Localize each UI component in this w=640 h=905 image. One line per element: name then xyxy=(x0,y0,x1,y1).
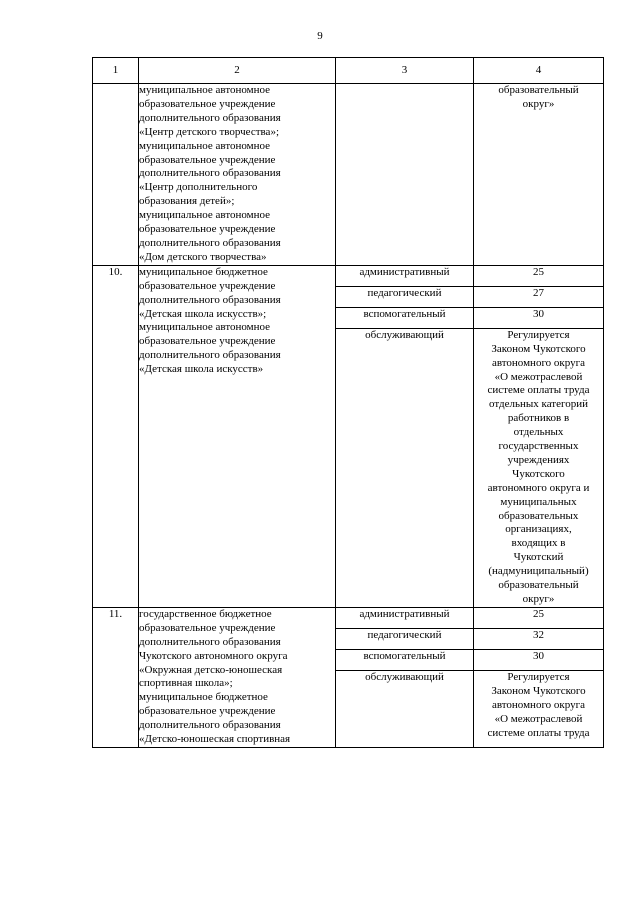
text-line: дополнительного образования xyxy=(139,111,281,124)
text-line: дополнительного образования xyxy=(139,167,281,180)
value-cell: 25 xyxy=(474,607,604,628)
text-line: муниципальное автономное xyxy=(139,84,271,96)
category-cell: обслуживающий xyxy=(336,670,474,747)
text-line: государственное бюджетное xyxy=(139,607,272,620)
page-number: 9 xyxy=(317,30,323,42)
text-line: образовательное учреждение xyxy=(139,153,276,166)
row-number-cell xyxy=(93,84,139,266)
text-line: Чукотский xyxy=(513,551,564,564)
text-line: образовательное учреждение xyxy=(139,223,276,236)
text-line: организациях, xyxy=(505,523,572,536)
text-line: муниципальное бюджетное xyxy=(139,265,268,278)
text-line: Чукотского xyxy=(512,467,565,480)
row-number-cell: 11. xyxy=(93,607,139,747)
text-line: муниципальных xyxy=(500,495,577,508)
text-line: «Детско-юношеская спортивная xyxy=(139,733,291,746)
row-number-cell: 10. xyxy=(93,265,139,607)
text-line: автономного округа xyxy=(491,356,586,369)
text-line: «Окружная детско-юношеская xyxy=(139,663,283,676)
institution-name-cell xyxy=(139,607,336,747)
value-cell: 30 xyxy=(474,307,604,328)
table-header-row xyxy=(93,58,604,84)
text-line: отдельных xyxy=(513,426,564,439)
value-cell: 25 xyxy=(474,265,604,286)
text-line: отдельных категорий xyxy=(488,398,588,411)
text-line: «О межотраслевой xyxy=(494,712,583,725)
category-cell: административный xyxy=(336,265,474,286)
text-line: «О межотраслевой xyxy=(494,370,583,383)
text-line: Чукотского автономного округа xyxy=(139,649,288,662)
text-line: округ» xyxy=(522,97,555,110)
institution-name-cell xyxy=(139,265,336,607)
text-line: Законом Чукотского xyxy=(491,684,586,697)
text-line: образовательный xyxy=(498,84,579,96)
text-line: образовательное учреждение xyxy=(139,621,276,634)
text-line: Законом Чукотского xyxy=(491,342,586,355)
text-line: (надмуниципальный) xyxy=(488,565,589,578)
value-cell: 32 xyxy=(474,628,604,649)
text-line: входящих в xyxy=(511,537,566,550)
category-cell: административный xyxy=(336,607,474,628)
text-line: муниципальное автономное xyxy=(139,209,271,222)
text-line: образования детей»; xyxy=(139,195,235,208)
text-line: дополнительного образования xyxy=(139,635,281,648)
text-line: дополнительного образования xyxy=(139,719,281,732)
text-line: «Центр детского творчества»; xyxy=(139,125,279,138)
text-line: «Дом детского творчества» xyxy=(139,250,267,263)
header-col-1: 1 xyxy=(93,58,139,84)
text-line: дополнительного образования xyxy=(139,349,281,362)
text-line: системе оплаты труда xyxy=(487,726,590,739)
table-row-10 xyxy=(93,265,604,286)
text-line: дополнительного образования xyxy=(139,293,281,306)
header-col-4: 4 xyxy=(474,58,604,84)
text-line: работников в xyxy=(507,412,570,425)
text-line: «Детская школа искусств»; xyxy=(139,307,267,320)
text-line: учреждениях xyxy=(507,453,570,466)
header-col-2: 2 xyxy=(139,58,336,84)
text-line: муниципальное автономное xyxy=(139,321,271,334)
text-line: автономного округа xyxy=(491,698,586,711)
text-line: «Центр дополнительного xyxy=(139,181,258,194)
value-cell xyxy=(474,670,604,747)
value-cell xyxy=(474,84,604,266)
header-col-3: 3 xyxy=(336,58,474,84)
text-line: образовательное учреждение xyxy=(139,335,276,348)
text-line: образовательный xyxy=(498,579,579,592)
table-row-11 xyxy=(93,607,604,628)
text-line: образовательных xyxy=(498,509,579,522)
category-cell xyxy=(336,84,474,266)
text-line: спортивная школа»; xyxy=(139,677,233,690)
value-cell: 30 xyxy=(474,649,604,670)
text-line: муниципальное бюджетное xyxy=(139,691,268,704)
text-line: дополнительного образования xyxy=(139,236,281,249)
text-line: муниципальное автономное xyxy=(139,139,271,152)
institution-name-cell xyxy=(139,84,336,266)
text-line: государственных xyxy=(498,440,579,453)
category-cell: педагогический xyxy=(336,286,474,307)
text-line: образовательное учреждение xyxy=(139,705,276,718)
text-line: автономного округа и xyxy=(487,481,590,494)
category-cell: педагогический xyxy=(336,628,474,649)
table-row-continuation xyxy=(93,84,604,266)
text-line: «Детская школа искусств» xyxy=(139,363,264,376)
category-cell: вспомогательный xyxy=(336,649,474,670)
category-cell: обслуживающий xyxy=(336,328,474,607)
document-table xyxy=(92,57,604,748)
text-line: округ» xyxy=(522,593,555,605)
text-line: образовательное учреждение xyxy=(139,97,276,110)
text-line: образовательное учреждение xyxy=(139,279,276,292)
value-cell xyxy=(474,328,604,607)
text-line: Регулируется xyxy=(507,328,570,341)
text-line: системе оплаты труда xyxy=(487,384,590,397)
category-cell: вспомогательный xyxy=(336,307,474,328)
text-line: Регулируется xyxy=(507,670,570,683)
value-cell: 27 xyxy=(474,286,604,307)
